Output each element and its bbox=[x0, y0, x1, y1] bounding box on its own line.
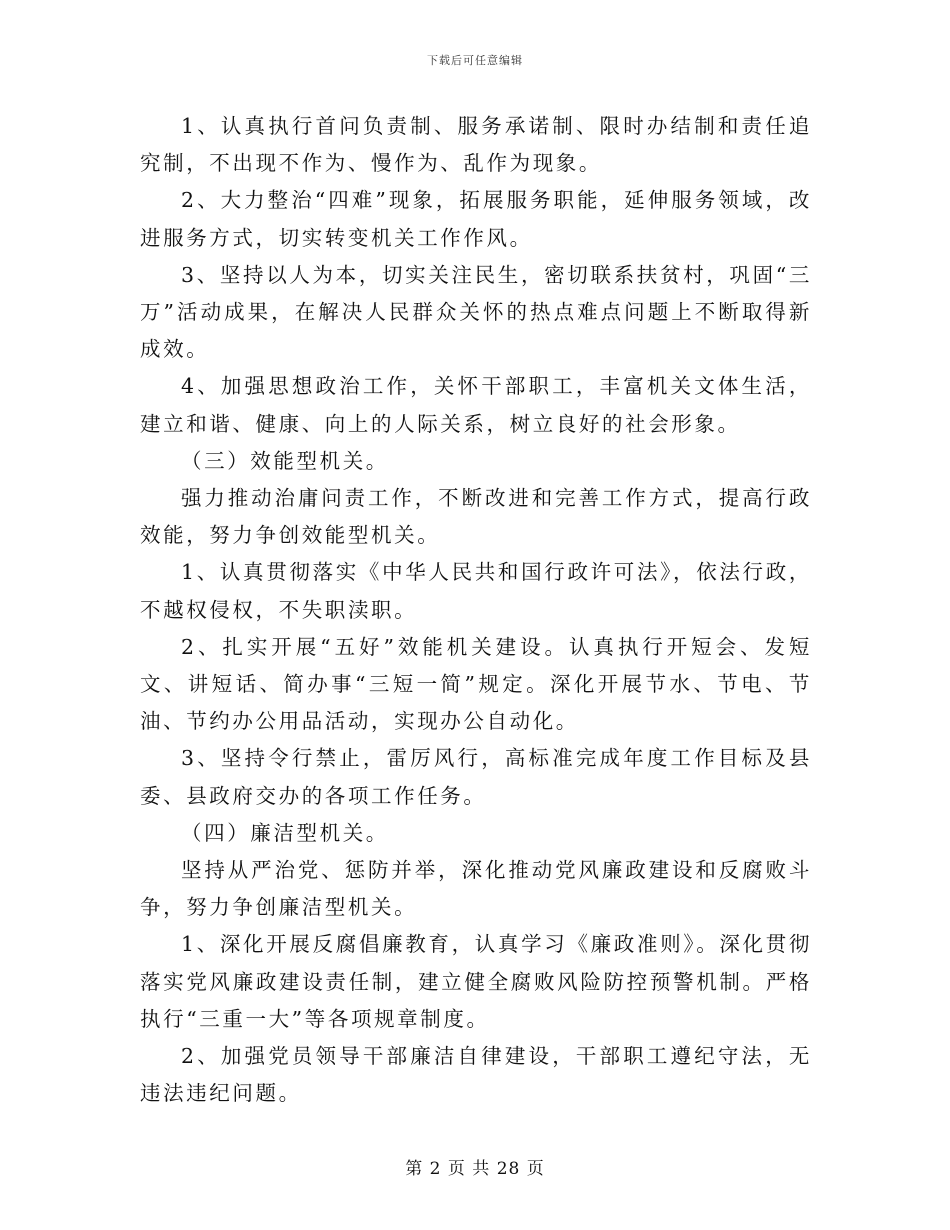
paragraph-9: 坚持从严治党、惩防并举，深化推动党风廉政建设和反腐败斗争，努力争创廉洁型机关。 bbox=[140, 858, 812, 920]
page-header-note: 下载后可任意编辑 bbox=[427, 54, 523, 67]
page-number-footer: 第 2 页 共 28 页 bbox=[405, 1159, 545, 1179]
paragraph-6: 1、认真贯彻落实《中华人民共和国行政许可法》，依法行政，不越权侵权，不失职渎职。 bbox=[140, 560, 812, 622]
section-heading-efficiency: （三）效能型机关。 bbox=[181, 448, 389, 473]
paragraph-11: 2、加强党员领导干部廉洁自律建设，干部职工遵纪守法，无违法违纪问题。 bbox=[140, 1044, 812, 1106]
paragraph-3: 3、坚持以人为本，切实关注民生，密切联系扶贫村，巩固“三万”活动成果，在解决人民群众关怀的热点难点问题上不断取得新成效。 bbox=[140, 262, 812, 362]
paragraph-2: 2、大力整治“四难”现象，拓展服务职能，延伸服务领域，改进服务方式，切实转变机关工作作风。 bbox=[140, 188, 812, 250]
document-body bbox=[140, 108, 812, 1112]
paragraph-8: 3、坚持令行禁止，雷厉风行，高标准完成年度工作目标及县委、县政府交办的各项工作任务。 bbox=[140, 746, 812, 808]
paragraph-7: 2、扎实开展“五好”效能机关建设。认真执行开短会、发短文、讲短话、简办事“三短一简”规定。深化开展节水、节电、节油、节约办公用品活动，实现办公自动化。 bbox=[140, 634, 812, 734]
paragraph-5: 强力推动治庸问责工作，不断改进和完善工作方式，提高行政效能，努力争创效能型机关。 bbox=[140, 486, 812, 548]
paragraph-4: 4、加强思想政治工作，关怀干部职工，丰富机关文体生活，建立和谐、健康、向上的人际关系，树立良好的社会形象。 bbox=[140, 374, 812, 436]
paragraph-1: 1、认真执行首问负责制、服务承诺制、限时办结制和责任追究制，不出现不作为、慢作为、乱作为现象。 bbox=[140, 114, 812, 176]
section-heading-integrity: （四）廉洁型机关。 bbox=[181, 820, 389, 845]
paragraph-10: 1、深化开展反腐倡廉教育，认真学习《廉政准则》。深化贯彻落实党风廉政建设责任制，建立健全腐败风险防控预警机制。严格执行“三重一大”等各项规章制度。 bbox=[140, 932, 812, 1031]
